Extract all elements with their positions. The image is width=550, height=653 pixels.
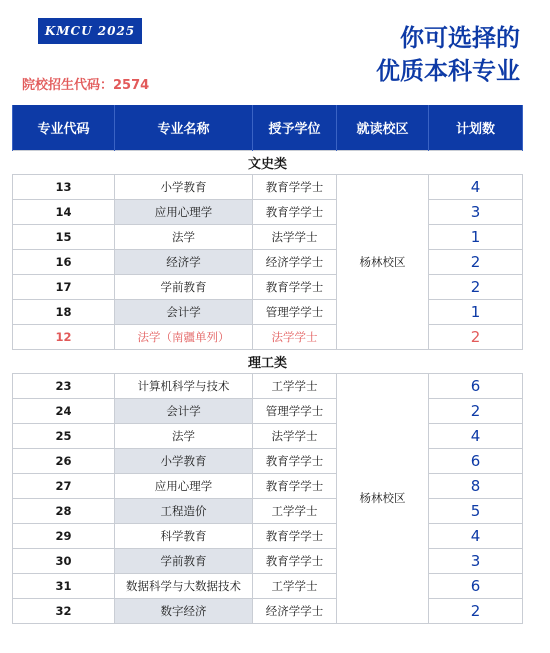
plan-count: 8 [429,473,523,498]
major-code: 29 [13,523,115,548]
major-code: 12 [13,324,115,349]
campus: 杨林校区 [337,373,429,623]
plan-count: 4 [429,174,523,199]
table-row [13,324,523,349]
table-body [13,150,523,623]
table-row [13,224,523,249]
table-row [13,199,523,224]
major-name: 会计学 [115,299,253,324]
year-tag: KMCU 2025 [38,18,142,44]
major-code: 15 [13,224,115,249]
major-code: 23 [13,373,115,398]
majors-table [12,105,523,624]
column-header-name: 专业名称 [115,105,253,150]
major-name: 会计学 [115,398,253,423]
plan-count: 5 [429,498,523,523]
degree: 教育学学士 [253,174,337,199]
major-code: 17 [13,274,115,299]
major-name: 计算机科学与技术 [115,373,253,398]
table-row [13,299,523,324]
degree: 教育学学士 [253,523,337,548]
major-name: 法学 [115,423,253,448]
major-code: 25 [13,423,115,448]
degree: 教育学学士 [253,473,337,498]
table-row [13,473,523,498]
degree: 法学学士 [253,423,337,448]
plan-count: 2 [429,324,523,349]
title-line-2: 优质本科专业 [376,57,520,85]
degree: 教育学学士 [253,274,337,299]
major-code: 31 [13,573,115,598]
plan-count: 6 [429,573,523,598]
section-title: 文史类 [13,150,523,174]
major-name: 法学（南疆单列） [115,324,253,349]
major-name: 学前教育 [115,548,253,573]
plan-count: 6 [429,373,523,398]
plan-count: 2 [429,274,523,299]
section-header-row [13,349,523,373]
degree: 经济学学士 [253,249,337,274]
major-code: 26 [13,448,115,473]
section-header-row [13,150,523,174]
plan-count: 2 [429,249,523,274]
plan-count: 3 [429,548,523,573]
major-name: 科学教育 [115,523,253,548]
major-code: 28 [13,498,115,523]
major-name: 应用心理学 [115,199,253,224]
major-name: 小学教育 [115,448,253,473]
degree: 管理学学士 [253,398,337,423]
plan-count: 1 [429,299,523,324]
column-header-plan: 计划数 [429,105,523,150]
major-name: 学前教育 [115,274,253,299]
table-row [13,573,523,598]
table-row [13,548,523,573]
table-row [13,598,523,623]
degree: 法学学士 [253,324,337,349]
major-code: 13 [13,174,115,199]
table-row [13,274,523,299]
degree: 法学学士 [253,224,337,249]
plan-count: 4 [429,423,523,448]
plan-count: 3 [429,199,523,224]
major-name: 数据科学与大数据技术 [115,573,253,598]
major-name: 数字经济 [115,598,253,623]
degree: 工学学士 [253,498,337,523]
table-row [13,523,523,548]
major-name: 经济学 [115,249,253,274]
plan-count: 2 [429,398,523,423]
degree: 教育学学士 [253,448,337,473]
table-row [13,423,523,448]
plan-count: 4 [429,523,523,548]
major-code: 24 [13,398,115,423]
school-code-label: 院校招生代码：2574 [22,78,150,93]
major-code: 27 [13,473,115,498]
page-title [376,22,520,88]
major-code: 18 [13,299,115,324]
table-header-row [13,105,523,150]
section-title: 理工类 [13,349,523,373]
degree: 工学学士 [253,573,337,598]
degree: 教育学学士 [253,199,337,224]
table-row [13,498,523,523]
degree: 工学学士 [253,373,337,398]
plan-count: 6 [429,448,523,473]
major-code: 32 [13,598,115,623]
major-name: 应用心理学 [115,473,253,498]
title-line-1: 你可选择的 [400,24,520,52]
table-row [13,398,523,423]
degree: 经济学学士 [253,598,337,623]
plan-count: 1 [429,224,523,249]
column-header-degree: 授予学位 [253,105,337,150]
table-row [13,448,523,473]
table-row [13,249,523,274]
major-code: 16 [13,249,115,274]
table-row [13,373,523,398]
major-code: 30 [13,548,115,573]
degree: 教育学学士 [253,548,337,573]
major-name: 小学教育 [115,174,253,199]
major-code: 14 [13,199,115,224]
column-header-code: 专业代码 [13,105,115,150]
campus: 杨林校区 [337,174,429,349]
plan-count: 2 [429,598,523,623]
major-name: 法学 [115,224,253,249]
column-header-campus: 就读校区 [337,105,429,150]
table-row [13,174,523,199]
major-name: 工程造价 [115,498,253,523]
degree: 管理学学士 [253,299,337,324]
